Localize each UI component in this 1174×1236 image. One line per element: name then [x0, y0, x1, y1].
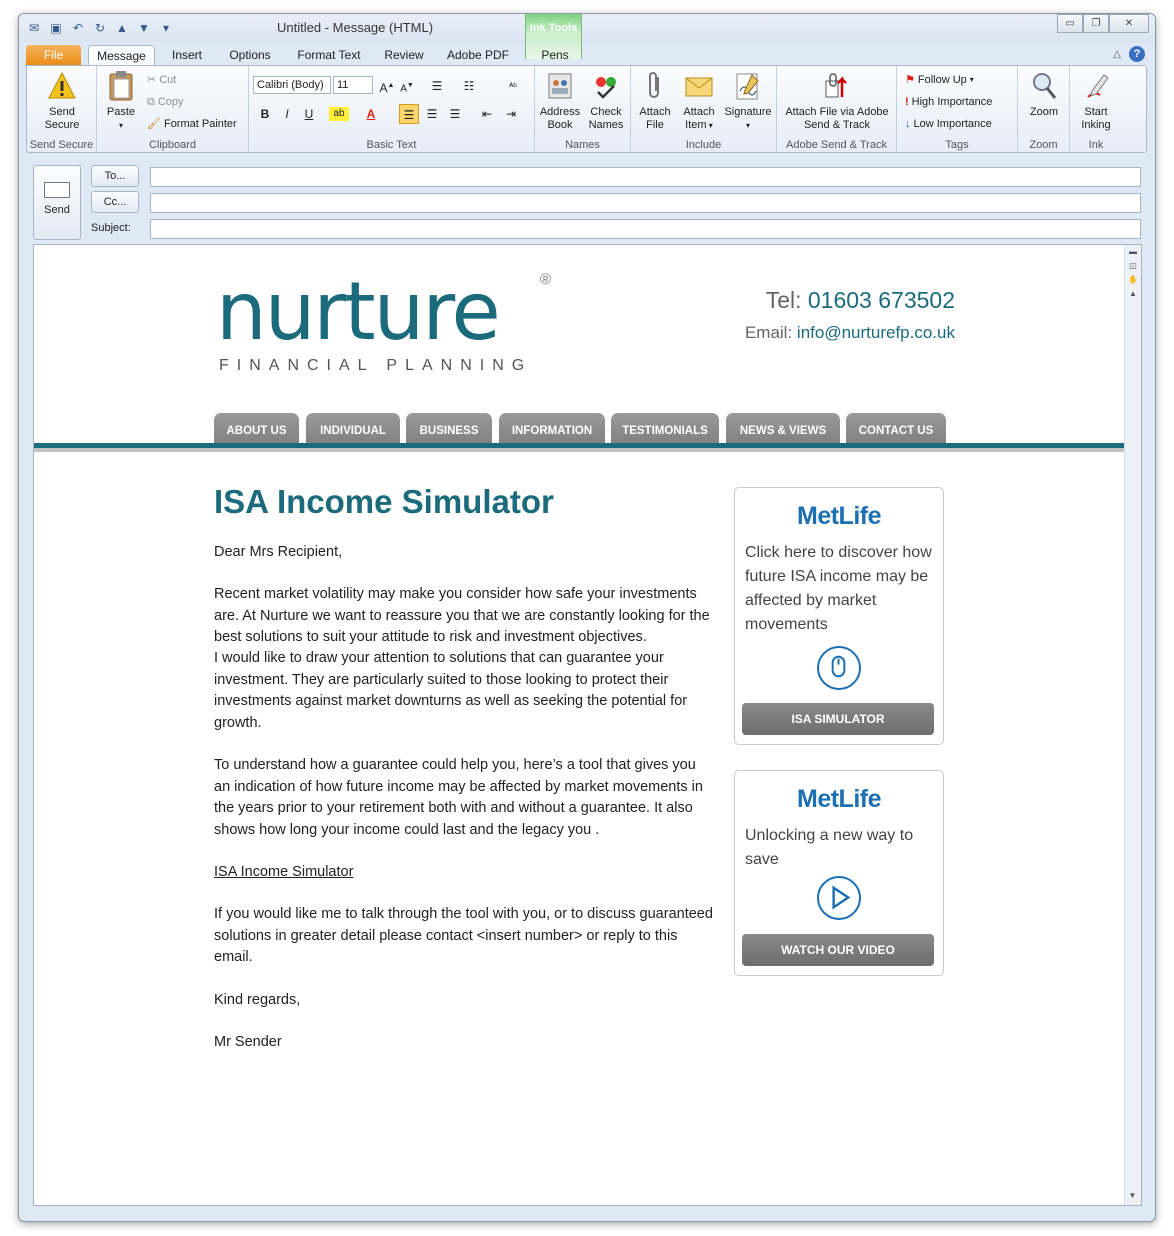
align-right-icon[interactable]: ☰: [449, 107, 461, 121]
flag-icon: ⚑: [905, 74, 915, 86]
group-label-basic-text: Basic Text: [366, 139, 417, 151]
nav-testimonials[interactable]: TESTIMONIALS: [611, 413, 719, 449]
subject-field[interactable]: [150, 219, 1141, 239]
nav-individual[interactable]: INDIVIDUAL: [306, 413, 400, 449]
follow-up-button[interactable]: ⚑ Follow Up ▾: [905, 70, 974, 90]
tab-message[interactable]: Message: [88, 45, 155, 66]
outlook-icon[interactable]: ✉: [28, 21, 40, 35]
font-name-combo[interactable]: Calibri (Body): [253, 76, 331, 94]
highlight-icon[interactable]: ab: [329, 107, 349, 121]
group-label-zoom: Zoom: [1029, 139, 1058, 151]
group-include: [631, 66, 777, 152]
tel-number[interactable]: 01603 673502: [807, 287, 955, 313]
warning-shield-icon: [46, 70, 78, 102]
tab-options[interactable]: Options: [229, 48, 271, 62]
to-field[interactable]: [150, 167, 1141, 187]
send-label: Send: [44, 204, 70, 216]
ruler-toggle-icon[interactable]: ▬: [1129, 247, 1137, 256]
close-button[interactable]: ✕: [1109, 14, 1149, 33]
zoom-button[interactable]: [1020, 70, 1068, 119]
view-icon[interactable]: ◫: [1129, 261, 1137, 270]
address-book-icon: [544, 70, 576, 102]
mouse-icon: [817, 646, 861, 690]
attach-file-button[interactable]: [633, 70, 677, 132]
decrease-indent-icon[interactable]: ⇤: [481, 107, 493, 121]
nav-divider-grey: [34, 448, 1124, 452]
send-secure-button[interactable]: [31, 70, 93, 132]
down-arrow-icon: ↓: [905, 118, 911, 130]
paste-button[interactable]: Paste ▾: [101, 70, 141, 132]
cut-label: Cut: [159, 74, 177, 86]
address-book-label: Address Book: [539, 106, 581, 131]
high-importance-button[interactable]: [905, 92, 992, 112]
check-names-icon: [590, 70, 622, 102]
group-names: [535, 66, 631, 152]
customize-qat-icon[interactable]: ▾: [162, 21, 170, 35]
redo-icon[interactable]: ↻: [94, 21, 106, 35]
address-book-button[interactable]: [537, 70, 583, 132]
ink-tools-label: Ink Tools: [529, 22, 578, 34]
tab-pens[interactable]: Pens: [541, 48, 569, 62]
paste-label: Paste: [106, 106, 136, 118]
to-button[interactable]: To...: [91, 165, 139, 187]
group-ink: [1070, 66, 1122, 152]
group-basic-text: [249, 66, 535, 152]
ribbon: [26, 65, 1147, 153]
adobe-attach-icon: [821, 70, 853, 102]
bullets-icon[interactable]: ☰: [431, 79, 443, 93]
grow-font-icon[interactable]: A▲: [379, 81, 395, 95]
check-names-button[interactable]: [583, 70, 629, 132]
copy-button[interactable]: [147, 92, 184, 112]
save-icon[interactable]: ▣: [50, 21, 62, 35]
start-inking-label: Start Inking: [1081, 106, 1111, 131]
window-controls: [1057, 14, 1149, 33]
outlook-compose-window: [18, 13, 1156, 1222]
isa-simulator-button[interactable]: ISA SIMULATOR: [742, 703, 934, 735]
paragraph-3: To understand how a guarantee could help you, here’s a tool that gives you an indication of how future income may be affected by market movements in the years prior to your retirement both with and without a guarantee. It also shows how long your income could last and the legacy you .: [214, 757, 703, 838]
subject-label: Subject:: [91, 222, 131, 234]
undo-icon[interactable]: ↶: [72, 21, 84, 35]
card-text: Click here to discover how future ISA income may be affected by market movements: [745, 544, 932, 633]
group-label-adobe: Adobe Send & Track: [786, 139, 887, 151]
tab-file[interactable]: File: [26, 45, 81, 66]
underline-button[interactable]: U: [304, 107, 314, 121]
group-label-send-secure: Send Secure: [29, 139, 94, 151]
scroll-up-icon[interactable]: ▲: [1129, 289, 1137, 298]
metlife-logo: MetLife: [797, 502, 881, 530]
send-button[interactable]: [33, 165, 81, 240]
signature-icon: [732, 70, 764, 102]
signature-button[interactable]: Signature ▾: [721, 70, 775, 132]
paragraph-1: Recent market volatility may make you consider how safe your investments are. At Nurture we want to reassure you that we are constantly looking for the best solutions to suit your attitude to risk and investment objectives.: [214, 586, 710, 645]
low-importance-button[interactable]: [905, 114, 992, 134]
registered-mark: ®: [540, 271, 552, 288]
cut-button[interactable]: [147, 70, 176, 90]
attach-item-button[interactable]: Attach Item ▾: [677, 70, 721, 132]
tab-review[interactable]: Review: [384, 48, 424, 62]
follow-up-label: Follow Up: [917, 74, 967, 86]
signature-label: Signature: [724, 106, 772, 118]
quick-access-toolbar: [25, 19, 175, 37]
attach-via-adobe-label: Attach File via Adobe Send & Track: [785, 106, 889, 131]
email-label: Email:: [744, 323, 793, 342]
nav-information[interactable]: INFORMATION: [499, 413, 605, 449]
shrink-font-icon[interactable]: A▼: [400, 82, 414, 95]
format-painter-label: Format Painter: [163, 118, 237, 130]
tab-format-text[interactable]: Format Text: [297, 48, 361, 62]
simulator-link[interactable]: ISA Income Simulator: [214, 864, 354, 880]
group-tags: [897, 66, 1018, 152]
nav-contact-us[interactable]: CONTACT US: [846, 413, 946, 449]
zoom-label: Zoom: [1029, 106, 1059, 118]
tab-adobe-pdf[interactable]: Adobe PDF: [446, 48, 510, 62]
font-color-icon[interactable]: A: [366, 107, 376, 121]
ribbon-tabs: [19, 42, 1155, 66]
clear-format-icon[interactable]: ᴬᵇ: [509, 81, 517, 91]
bold-button[interactable]: B: [260, 107, 270, 121]
scissors-icon: ✂: [147, 74, 157, 86]
logo-tagline: FINANCIAL PLANNING: [219, 357, 533, 374]
group-label-clipboard: Clipboard: [148, 139, 197, 151]
numbering-icon[interactable]: ☷: [463, 79, 475, 93]
envelope-icon: [683, 70, 715, 102]
send-icon: [44, 182, 70, 198]
paintbrush-icon: 🖌: [147, 118, 161, 130]
restore-button[interactable]: ❐: [1083, 14, 1109, 33]
tab-insert[interactable]: Insert: [171, 48, 202, 62]
group-adobe-send-track: [777, 66, 897, 152]
magnifier-icon: [1028, 70, 1060, 102]
align-left-icon[interactable]: ☰: [399, 104, 419, 124]
window-title: Untitled - Message (HTML): [277, 20, 434, 35]
nav-business[interactable]: BUSINESS: [406, 413, 492, 449]
group-label-names: Names: [565, 139, 600, 151]
copy-icon: ⧉: [147, 96, 155, 108]
ribbon-right-icons: [1113, 46, 1145, 62]
nurture-logo: nurture: [216, 265, 499, 358]
telephone: [766, 287, 955, 314]
play-icon: [817, 876, 861, 920]
paragraph-2: I would like to draw your attention to solutions that can guarantee your investment. They are particularly suited to those looking to protect their investments against market downturns as well as seeking the potential for growth.: [214, 650, 688, 731]
email-contact: [745, 323, 955, 343]
vertical-scrollbar[interactable]: [1124, 245, 1141, 1205]
increase-indent-icon[interactable]: ⇥: [505, 107, 517, 121]
high-importance-label: High Importance: [911, 96, 993, 108]
exclamation-icon: !: [905, 96, 909, 108]
next-item-icon[interactable]: ▼: [138, 21, 150, 35]
copy-label: Copy: [157, 96, 184, 108]
attach-via-adobe-button[interactable]: [779, 70, 895, 132]
group-send-secure: [27, 66, 97, 152]
attach-item-label: Attach Item: [683, 106, 715, 131]
closing: Kind regards,: [214, 992, 301, 1008]
sender-name: Mr Sender: [214, 1034, 282, 1050]
group-clipboard: [97, 66, 249, 152]
cc-button[interactable]: Cc...: [91, 191, 139, 213]
nav-about-us[interactable]: ABOUT US: [214, 413, 299, 449]
start-inking-button[interactable]: [1072, 70, 1120, 132]
group-label-ink: Ink: [1088, 139, 1104, 151]
previous-item-icon[interactable]: ▲: [116, 21, 128, 35]
align-center-icon[interactable]: ☰: [426, 107, 438, 121]
pen-icon: [1080, 70, 1112, 102]
attach-file-label: Attach File: [639, 106, 671, 131]
paragraph-4: If you would like me to talk through the tool with you, or to discuss guaranteed solutions in greater detail please contact <insert number> or reply to this email.: [214, 906, 713, 965]
group-zoom: [1018, 66, 1070, 152]
check-names-label: Check Names: [588, 106, 624, 131]
metlife-logo-2: MetLife: [797, 785, 881, 813]
greeting: Dear Mrs Recipient,: [214, 544, 343, 560]
tel-label: Tel:: [765, 287, 802, 313]
font-size-combo[interactable]: 11: [333, 76, 373, 94]
low-importance-label: Low Importance: [913, 118, 992, 130]
scroll-down-icon[interactable]: ▼: [1128, 1191, 1137, 1200]
minimize-button[interactable]: ▭: [1057, 14, 1083, 33]
send-secure-label: Send Secure: [44, 106, 80, 131]
watch-video-button[interactable]: WATCH OUR VIDEO: [742, 934, 934, 966]
minimize-ribbon-icon[interactable]: △: [1113, 48, 1121, 60]
message-body[interactable]: [33, 244, 1142, 1206]
group-label-include: Include: [685, 139, 722, 151]
cc-field[interactable]: [150, 193, 1141, 213]
metlife-card-video[interactable]: [734, 770, 944, 976]
metlife-card-simulator[interactable]: [734, 487, 944, 745]
help-icon[interactable]: ?: [1129, 46, 1145, 62]
card-text-2: Unlocking a new way to save: [745, 827, 914, 868]
format-painter-button[interactable]: [147, 114, 237, 134]
group-label-tags: Tags: [945, 139, 969, 151]
title-bar: [19, 14, 1155, 42]
pan-icon[interactable]: ✋: [1128, 275, 1138, 284]
clipboard-icon: [105, 70, 137, 102]
nav-news-views[interactable]: NEWS & VIEWS: [726, 413, 840, 449]
email-heading: ISA Income Simulator: [214, 483, 554, 520]
email-address[interactable]: info@nurturefp.co.uk: [796, 323, 955, 342]
paperclip-icon: [639, 70, 671, 102]
italic-button[interactable]: I: [285, 107, 289, 121]
